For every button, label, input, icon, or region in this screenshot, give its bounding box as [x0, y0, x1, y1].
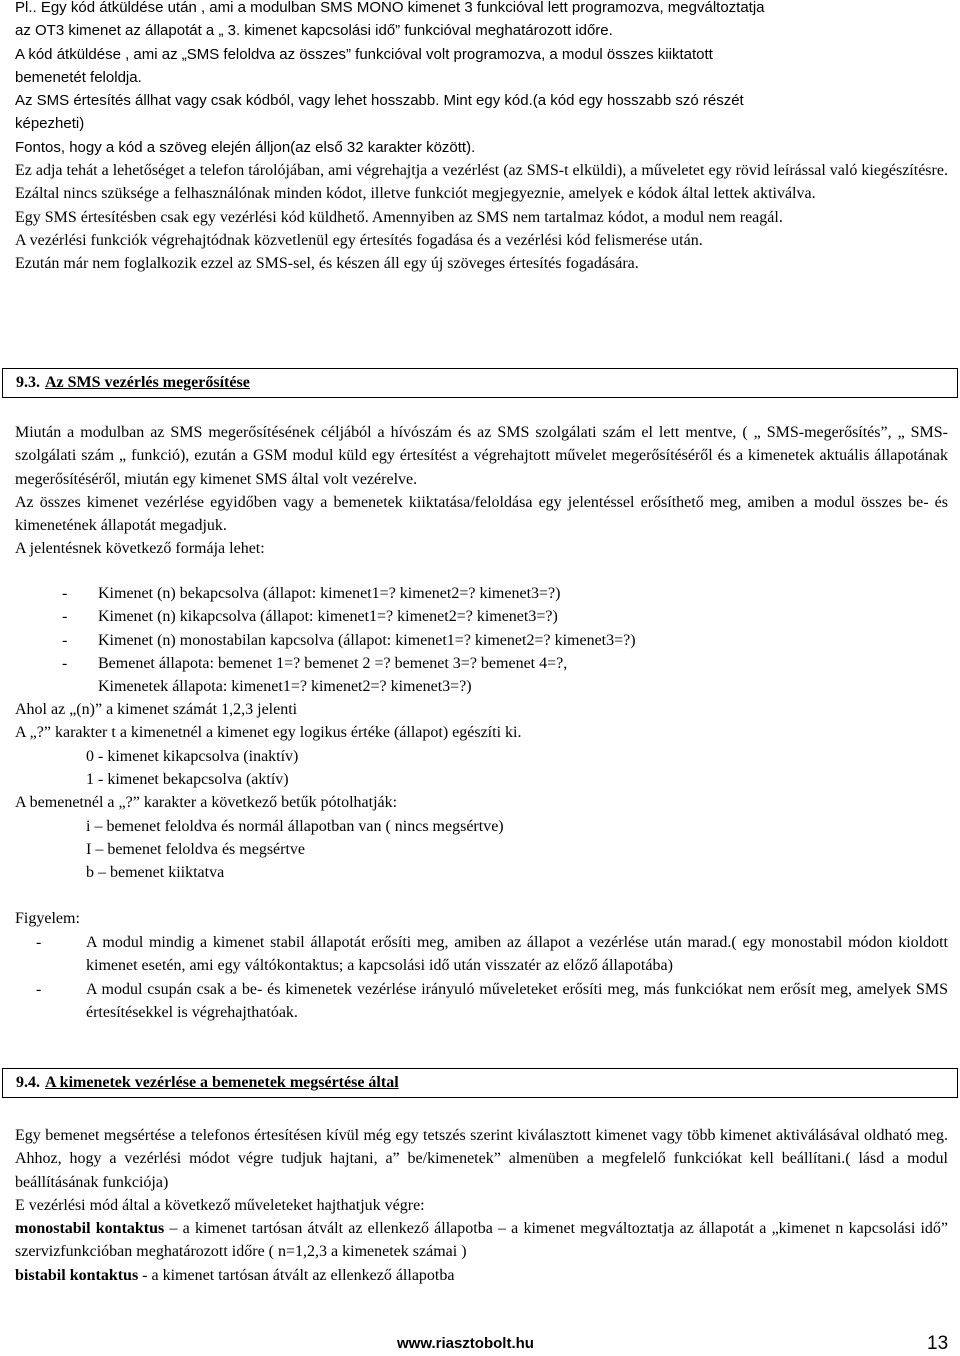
in-value: i – bemenet feloldva és normál állapotban van ( nincs megsértve): [86, 818, 504, 835]
question-out-text: A „?” karakter t a kimenetnél a kimenet egy logikus értéke (állapot) egészíti ki.: [15, 724, 522, 741]
list-item-text: Kimenet (n) monostabilan kapcsolva (állapot: kimenet1=? kimenet2=? kimenet3=?): [98, 631, 636, 649]
section-title: A kimenetek vezérlése a bemenetek megsértése által: [45, 1074, 399, 1091]
attention-list: [36, 931, 948, 1024]
list-dash: -: [62, 631, 68, 649]
list-item: [62, 652, 960, 675]
top-sans-block: [15, 0, 955, 159]
section-heading-9-4: [2, 1068, 958, 1098]
section-9-3-intro: [15, 421, 948, 561]
footer-website-link[interactable]: www.riasztobolt.hu: [397, 1335, 534, 1352]
list-item-text: Bemenet állapota: bemenet 1=? bemenet 2 =? bemenet 3=? bemenet 4=?,: [98, 654, 568, 672]
out-value: 0 - kimenet kikapcsolva (inaktív): [86, 748, 299, 765]
text-line: képezheti): [15, 115, 85, 133]
list-continuation: Kimenetek állapota: kimenet1=? kimenet2=? kimenet3=?): [98, 678, 472, 695]
section-heading-text: [16, 1072, 399, 1094]
term-mono-desc: – a kimenet tartósan átvált az ellenkező állapotba – a kimenet megváltoztatja az állapotát a „kimenet n kapcsolási idő” szervizfunkcióban meghatározott időre ( n=1,2,3 a kimenetek számai ): [15, 1220, 949, 1261]
list-item-text: A modul csupán csak a be- és kimenetek vezérlése irányuló műveleteket erősíti meg, más funkciókat nem erősít meg, amelyek SMS értesítésekkel is végrehajthatóak.: [86, 980, 948, 1021]
paragraph: Ez adja tehát a lehetőséget a telefon tárolójában, ami végrehajtja a vezérlést (az SMS-t elküldi), a műveletet egy rövid leírással való kiegészítésre.: [15, 162, 948, 179]
where-n-text: Ahol az „(n)” a kimenet számát 1,2,3 jelenti: [15, 701, 298, 718]
list-item-text: Kimenet (n) kikapcsolva (állapot: kimenet1=? kimenet2=? kimenet3=?): [98, 608, 558, 626]
section-heading-9-3: [2, 368, 958, 398]
attention-label: Figyelem:: [15, 910, 80, 927]
out-value: 1 - kimenet bekapcsolva (aktív): [86, 771, 289, 788]
in-value: I – bemenet feloldva és megsértve: [86, 841, 306, 858]
paragraph-mono: [15, 1217, 948, 1264]
section-title: Az SMS vezérlés megerősítése: [45, 374, 250, 391]
list-dash: -: [62, 654, 68, 672]
text-line: Pl.. Egy kód átküldése után , ami a modulban SMS MONO kimenet 3 funkcióval lett programozva, megváltoztatja: [15, 0, 765, 16]
section-number: 9.3.: [16, 374, 40, 391]
paragraph: Ezáltal nincs szüksége a felhasználónak minden kódot, illetve funkciót megjegyeznie, amelyek e kódok által lettek aktiválva.: [15, 185, 816, 203]
section-heading-text: [16, 372, 250, 394]
paragraph: Egy bemenet megsértése a telefonos értesítésen kívül még egy tetszés szerint kiválasztott kimenet vagy több kimenet aktiválásával oldható meg. Ahhoz, hogy a vezérlési módot végre tudjuk hajtani, a” be/kimenetek” almenüben a megfelelő funkciókat kell beállítani.( lásd a modul beállításának funkciója): [15, 1127, 948, 1191]
text-line: A kód átküldése , ami az „SMS feloldva az összes” funkcióval volt programozva, a modul összes kiiktatott: [15, 45, 713, 63]
list-dash: -: [62, 585, 68, 602]
top-serif-block: [15, 159, 948, 275]
list-item: [36, 931, 948, 978]
term-mono: monostabil kontaktus: [15, 1220, 165, 1238]
list-dash: -: [62, 608, 68, 626]
paragraph: A jelentésnek következő formája lehet:: [15, 540, 265, 558]
paragraph: Ezután már nem foglalkozik ezzel az SMS-sel, és készen áll egy új szöveges értesítés fogadására.: [15, 255, 639, 273]
paragraph: E vezérlési mód által a következő műveleteket hajthatjuk végre:: [15, 1196, 425, 1214]
text-line: bemenetét feloldja.: [15, 68, 142, 86]
list-dash: -: [36, 980, 42, 998]
paragraph: Az összes kimenet vezérlése egyidőben vagy a bemenetek kiiktatása/feloldása egy jelentéssel erősíthető meg, amiben a modul összes be- és kimenetének állapotát megadjuk.: [15, 493, 948, 535]
text-line: Az SMS értesítés állhat vagy csak kódból, vagy lehet hosszabb. Mint egy kód.(a kód egy hosszabb szó részét: [15, 92, 744, 110]
list-item-text: Kimenet (n) bekapcsolva (állapot: kimenet1=? kimenet2=? kimenet3=?): [98, 585, 561, 602]
paragraph: Miután a modulban az SMS megerősítésének céljából a hívószám és az SMS szolgálati szám el lett mentve, ( „ SMS-megerősítés”, „ SMS- szolgálati szám „ funkció), ezután a GSM modul küld egy értesítést a végrehajtott művelet megerősítéséről és a kimenetek aktuális állapotának megerősítéséről, miután egy kimenet SMS által volt vezérelve.: [15, 424, 948, 488]
text-line: az OT3 kimenet az állapotát a „ 3. kimenet kapcsolási idő” funkcióval meghatározott időre.: [15, 22, 613, 40]
term-bi: bistabil kontaktus: [15, 1266, 139, 1284]
page-number: 13: [927, 1333, 949, 1354]
section-9-4-body: [15, 1124, 948, 1287]
paragraph: A vezérlési funkciók végrehajtódnak közvetlenül egy értesítés fogadása és a vezérlési kód felismerése után.: [15, 231, 703, 249]
term-bi-desc: - a kimenet tartósan átvált az ellenkező állapotba: [138, 1266, 455, 1284]
list-item: [62, 582, 960, 605]
report-format-list: [62, 582, 960, 675]
question-in-text: A bemenetnél a „?” karakter a következő betűk pótolhatják:: [15, 794, 398, 811]
list-item: [36, 978, 948, 1025]
list-item: [62, 605, 960, 628]
list-dash: -: [36, 934, 42, 951]
text-line: Fontos, hogy a kód a szöveg elején álljon(az első 32 karakter között).: [15, 138, 476, 156]
in-value: b – bemenet kiiktatva: [86, 864, 225, 881]
list-item-text: A modul mindig a kimenet stabil állapotát erősíti meg, amiben az állapot a vezérlése után marad.( egy monostabil módon kioldott kimenet esetén, ami egy váltókontaktus; a kapcsolási idő után visszatér az előző állapotába): [86, 934, 948, 975]
section-number: 9.4.: [16, 1074, 40, 1091]
paragraph-bi: [15, 1264, 948, 1287]
paragraph: Egy SMS értesítésben csak egy vezérlési kód küldhető. Amennyiben az SMS nem tartalmaz kódot, a modul nem reagál.: [15, 208, 783, 226]
list-item: [62, 629, 960, 652]
